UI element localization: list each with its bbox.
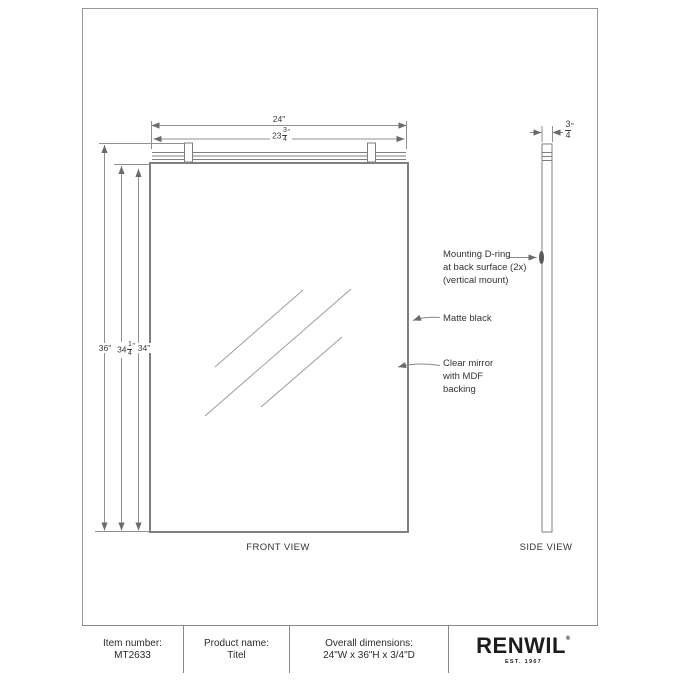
dimension-label-inner-height: 34" xyxy=(137,343,151,353)
title-block-brand xyxy=(449,626,598,673)
dimension-label-depth xyxy=(563,121,575,141)
title-block-item-number xyxy=(82,626,184,673)
brand-established: EST. 1967 xyxy=(504,658,543,665)
fraction-denominator: 4 xyxy=(128,350,132,357)
brand-name: RENWIL xyxy=(476,632,566,658)
title-block-product-name xyxy=(184,626,290,673)
callout-line: with MDF xyxy=(443,371,484,382)
title-block xyxy=(82,625,598,673)
brand-logo xyxy=(476,632,571,665)
fraction-numerator: 3 xyxy=(283,127,287,134)
callout-matte-black: Matte black xyxy=(443,313,492,324)
title-block-overall-dimensions xyxy=(290,626,449,673)
front-view-caption: FRONT VIEW xyxy=(246,542,310,553)
rail-clip xyxy=(368,143,376,162)
inch-mark: " xyxy=(287,129,290,137)
item-number-label: Item number: xyxy=(103,638,162,649)
rail-clip xyxy=(185,143,193,162)
product-name-value: Titel xyxy=(227,650,246,661)
side-view-drawing xyxy=(539,144,552,532)
callout-line: Mounting D-ring xyxy=(443,249,511,260)
dimension-label-overall-height: 36" xyxy=(98,343,112,353)
fraction-numerator: 1 xyxy=(128,341,132,348)
callout-line: backing xyxy=(443,384,476,395)
side-view-caption: SIDE VIEW xyxy=(519,542,573,553)
leader-line-matte-black xyxy=(413,317,440,320)
side-depth-dimension xyxy=(530,126,565,142)
overall-dimensions-label: Overall dimensions: xyxy=(325,638,413,649)
callout-mounting-d-ring xyxy=(443,248,526,287)
registered-trademark-icon: ® xyxy=(565,635,571,642)
product-name-label: Product name: xyxy=(203,638,270,649)
overall-dimensions-value: 24"W x 36"H x 3/4"D xyxy=(323,650,415,661)
callout-clear-mirror xyxy=(443,357,493,396)
callout-line: at back surface (2x) xyxy=(443,262,527,273)
dimension-label-mid-height xyxy=(115,342,137,358)
callout-line: (vertical mount) xyxy=(443,275,509,286)
dim-whole: 34 xyxy=(117,344,127,355)
d-ring xyxy=(539,251,544,264)
dimension-label-overall-width: 24" xyxy=(272,114,286,124)
fraction-denominator: 4 xyxy=(283,136,287,143)
mirror-outline xyxy=(150,163,408,532)
fraction-denominator: 4 xyxy=(565,130,571,140)
callout-line: Clear mirror xyxy=(443,358,494,369)
dimension-label-rail-width xyxy=(270,128,292,144)
inch-mark: " xyxy=(132,343,135,351)
item-number-value: MT2633 xyxy=(114,650,151,661)
fraction-numerator: 3 xyxy=(565,119,571,129)
side-panel-outline xyxy=(542,144,552,532)
inch-mark: " xyxy=(571,122,574,132)
dim-whole: 23 xyxy=(272,130,282,141)
front-view-drawing xyxy=(150,143,408,532)
